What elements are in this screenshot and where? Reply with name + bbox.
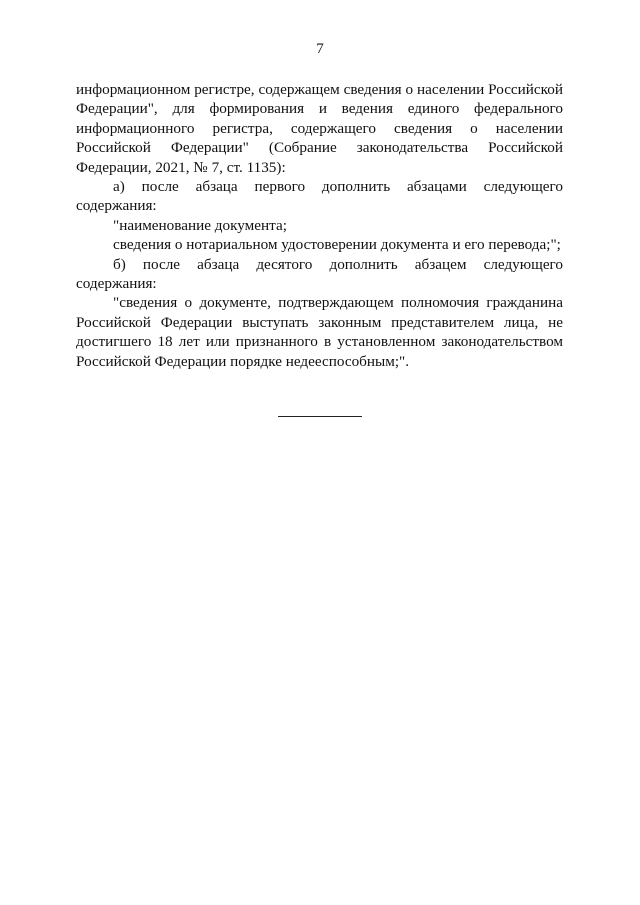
paragraph-quote-document-name: "наименование документа;	[113, 216, 287, 234]
document-body	[76, 80, 563, 371]
page-number: 7	[316, 41, 324, 57]
paragraph-item-b: б) после абзаца десятого дополнить абзацем следующего содержания:	[76, 255, 563, 293]
end-separator-line	[278, 416, 362, 417]
paragraph-quote-representative: "сведения о документе, подтверждающем полномочия гражданина Российской Федерации выступать законным представителем лица, не достигшего 18 лет или признанного в установленном законодательством Российской Федерации порядке недееспособным;".	[76, 294, 563, 370]
paragraph-continuation: информационном регистре, содержащем сведения о населении Российской Федерации", для формирования и ведения единого федерального информационного регистра, содержащего сведения о населении Российской Федерации" (Собрание законодательства Российской Федерации, 2021, № 7, ст. 1135):	[76, 81, 563, 176]
paragraph-item-a: а) после абзаца первого дополнить абзацами следующего содержания:	[76, 178, 563, 215]
paragraph-notarial-certification: сведения о нотариальном удостоверении документа и его перевода;";	[113, 236, 561, 254]
